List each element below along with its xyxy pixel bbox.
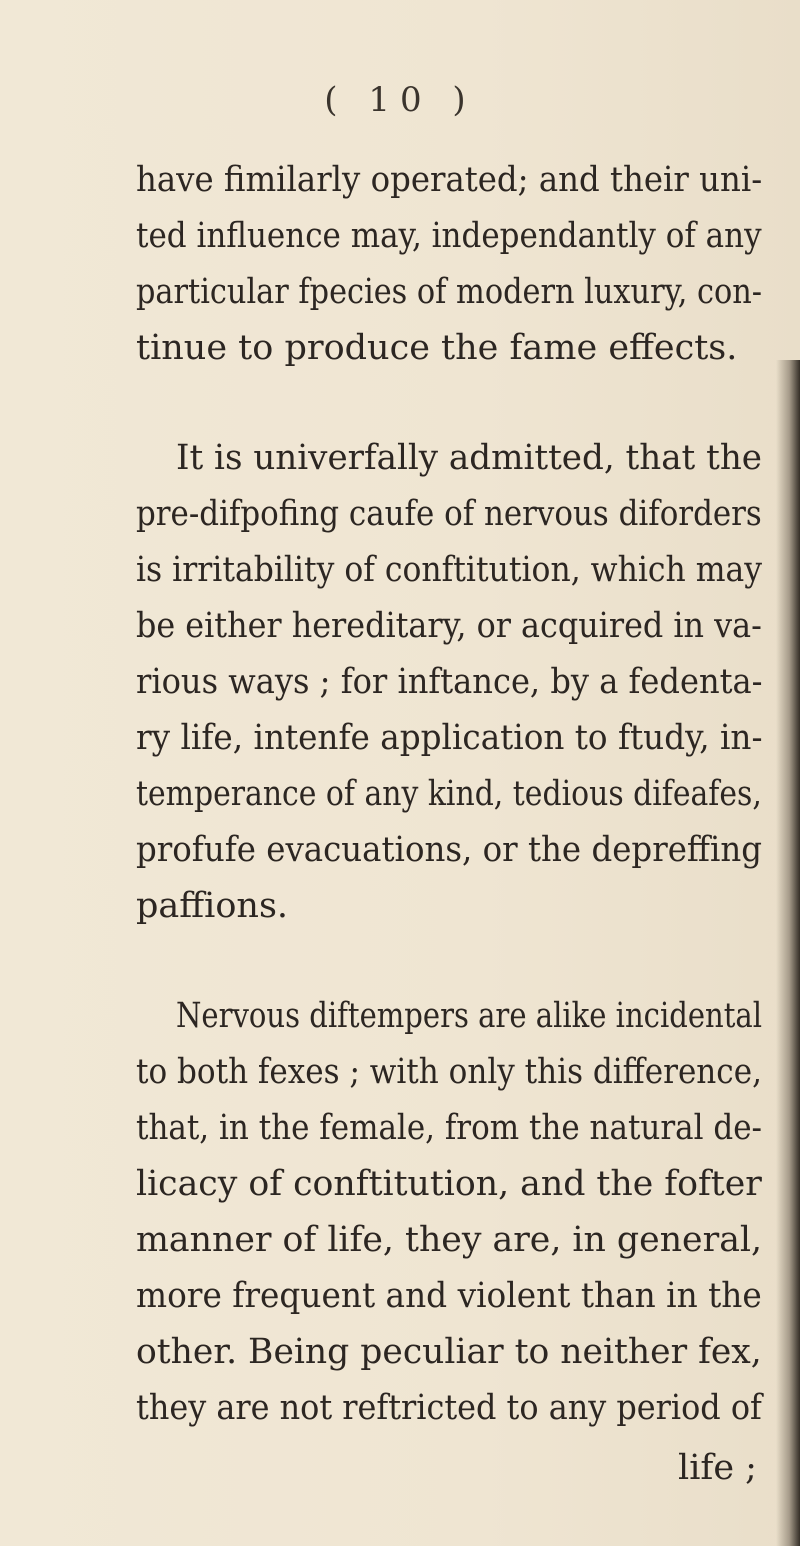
text-line: particular fpecies of modern luxury, con- [136, 272, 763, 312]
page-number: ( 10 ) [324, 80, 476, 120]
text-line: profufe evacuations, or the depreffing [136, 830, 763, 870]
text-line: is irritability of conftitution, which may [136, 550, 763, 590]
text-line: to both fexes ; with only this difference, [136, 1052, 762, 1092]
text-line: have fimilarly operated; and their uni- [136, 160, 763, 200]
text-line: pre-difpofing caufe of nervous diforders [136, 494, 762, 534]
text-line: more frequent and violent than in the [136, 1276, 762, 1316]
text-line: licacy of conftitution, and the fofter [136, 1164, 762, 1204]
text-line: It is univerfally admitted, that the [176, 438, 763, 478]
text-line: ted influence may, independantly of any [136, 216, 762, 256]
text-line: be either hereditary, or acquired in va- [136, 606, 762, 646]
text-line: other. Being peculiar to neither fex, [136, 1332, 762, 1372]
text-line: they are not reftricted to any period of [136, 1388, 762, 1428]
text-line: tinue to produce the fame effects. [136, 328, 738, 368]
text-line: rious ways ; for inftance, by a fedenta- [136, 662, 763, 702]
text-line: temperance of any kind, tedious difeafes, [136, 774, 762, 814]
text-line: paffions. [136, 886, 289, 926]
catchword: life ; [678, 1448, 757, 1488]
text-line: manner of life, they are, in general, [136, 1220, 763, 1260]
text-line: that, in the female, from the natural de- [136, 1108, 763, 1148]
page-edge-shadow [776, 360, 800, 1546]
text-line: Nervous diftempers are alike incidental [176, 996, 763, 1036]
text-line: ry life, intenfe application to ftudy, in- [136, 718, 763, 758]
